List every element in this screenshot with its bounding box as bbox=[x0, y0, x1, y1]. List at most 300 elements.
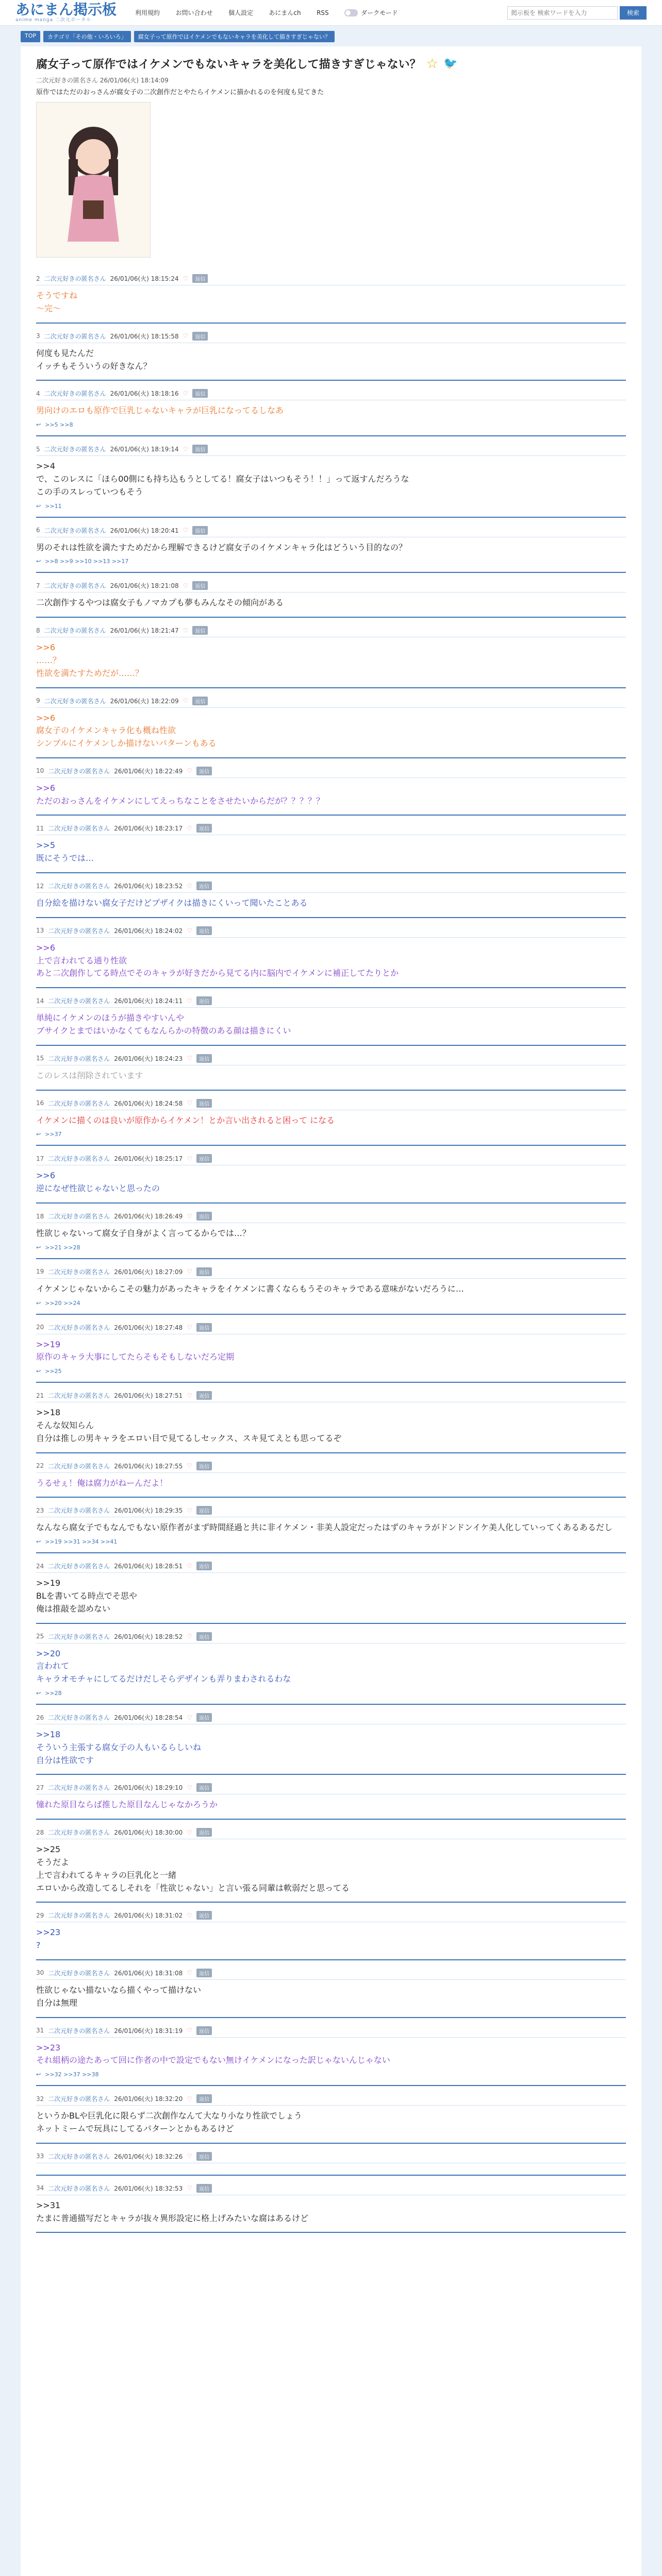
like-heart-icon[interactable]: ♡ bbox=[187, 1212, 193, 1220]
like-heart-icon[interactable]: ♡ bbox=[187, 2153, 193, 2160]
reply-arrow-icon: ↩ bbox=[36, 1368, 41, 1375]
like-heart-icon[interactable]: ♡ bbox=[187, 2095, 193, 2103]
post-item bbox=[36, 622, 626, 688]
post-meta bbox=[36, 1632, 626, 1643]
reply-arrow-icon: ↩ bbox=[36, 1131, 41, 1138]
post-item bbox=[36, 2180, 626, 2233]
post-meta bbox=[36, 767, 626, 778]
post-number[interactable]: 33 bbox=[36, 2153, 44, 2160]
post-body: >>31 たまに普通描写だとキャラが抜々異形設定に格上げみたいな腐はあるけど bbox=[36, 2200, 309, 2223]
reply-links[interactable]: >>19 >>31 >>34 >>41 bbox=[45, 1538, 118, 1546]
reply-button[interactable]: 返信 bbox=[196, 1462, 212, 1470]
post-body: >>23 それ組柄の途たあって回に作者の中で設定でもない無けイケメンになった訳じゃないんじゃない bbox=[36, 2042, 390, 2065]
post-item bbox=[36, 692, 626, 758]
post-number[interactable]: 31 bbox=[36, 2027, 44, 2035]
post-replies[interactable] bbox=[36, 1131, 626, 1138]
post-number[interactable]: 22 bbox=[36, 1462, 44, 1470]
poster-name: 二次元好きの匿名さん bbox=[48, 1714, 110, 1721]
post-number[interactable]: 27 bbox=[36, 1784, 44, 1791]
post-meta bbox=[36, 1267, 626, 1279]
reply-links[interactable]: >>5 >>8 bbox=[45, 421, 73, 429]
post-item bbox=[36, 1095, 626, 1146]
post-body: >>5 既にそうでは… bbox=[36, 840, 94, 863]
reply-arrow-icon: ↩ bbox=[36, 1690, 41, 1697]
post-datetime: 26/01/06(火) 18:31:08 bbox=[114, 1969, 183, 1977]
op-text: 原作ではただのおっさんが腐女子の二次創作だとやたらイケメンに描かれるのを何度も見てきた bbox=[36, 89, 324, 96]
post-item bbox=[36, 1824, 626, 1903]
reply-button[interactable]: 返信 bbox=[192, 274, 208, 283]
like-heart-icon[interactable]: ♡ bbox=[183, 697, 189, 704]
post-meta bbox=[36, 926, 626, 938]
reply-button[interactable]: 返信 bbox=[196, 1911, 212, 1920]
post-item bbox=[36, 1387, 626, 1453]
reply-button[interactable]: 返信 bbox=[196, 926, 212, 935]
reply-button[interactable]: 返信 bbox=[196, 824, 212, 833]
poster-name: 二次元好きの匿名さん bbox=[48, 1099, 110, 1107]
post-item bbox=[36, 440, 626, 517]
post-datetime: 26/01/06(火) 18:22:49 bbox=[114, 767, 183, 775]
op-illustration-icon bbox=[37, 103, 150, 257]
post-list bbox=[36, 270, 626, 2233]
post-body: >>6 腐女子のイケメンキャラ化も概ね性欲 シンプルにイケメンしか描けないパターンもある bbox=[36, 713, 217, 749]
like-heart-icon[interactable]: ♡ bbox=[187, 1784, 193, 1791]
post-number[interactable]: 14 bbox=[36, 997, 44, 1005]
post-datetime: 26/01/06(火) 18:21:47 bbox=[110, 627, 179, 635]
post-meta bbox=[36, 1391, 626, 1402]
reply-links[interactable]: >>20 >>24 bbox=[45, 1299, 80, 1307]
reply-links[interactable]: >>28 bbox=[45, 1690, 62, 1697]
post-number[interactable]: 17 bbox=[36, 1155, 44, 1162]
post-number[interactable]: 9 bbox=[36, 697, 40, 704]
reply-button[interactable]: 返信 bbox=[192, 389, 208, 398]
like-heart-icon[interactable]: ♡ bbox=[187, 882, 193, 890]
poster-name: 二次元好きの匿名さん bbox=[48, 1213, 110, 1221]
post-meta bbox=[36, 1323, 626, 1334]
twitter-bird-icon[interactable]: 🐦 bbox=[443, 57, 458, 70]
post-item bbox=[36, 2148, 626, 2176]
poster-name: 二次元好きの匿名さん bbox=[44, 446, 106, 453]
poster-name: 二次元好きの匿名さん bbox=[48, 1969, 110, 1977]
poster-name: 二次元好きの匿名さん bbox=[48, 825, 110, 833]
reply-arrow-icon: ↩ bbox=[36, 1538, 41, 1546]
poster-name: 二次元好きの匿名さん bbox=[48, 767, 110, 775]
like-heart-icon[interactable]: ♡ bbox=[183, 275, 189, 282]
post-meta bbox=[36, 581, 626, 592]
reply-button[interactable]: 返信 bbox=[196, 1713, 212, 1722]
post-datetime: 26/01/06(火) 18:15:24 bbox=[110, 275, 179, 283]
post-number[interactable]: 16 bbox=[36, 1099, 44, 1107]
reply-button[interactable]: 返信 bbox=[196, 1054, 212, 1063]
post-body: >>19 BLを書いてる時点でそ思や 俺は推敲を認めない bbox=[36, 1578, 137, 1614]
poster-name: 二次元好きの匿名さん bbox=[48, 1507, 110, 1515]
post-number[interactable]: 11 bbox=[36, 824, 44, 832]
post-datetime: 26/01/06(火) 18:28:51 bbox=[114, 1563, 183, 1570]
reply-button[interactable]: 返信 bbox=[196, 1828, 212, 1837]
reply-links[interactable]: >>11 bbox=[45, 502, 62, 510]
post-meta bbox=[36, 332, 626, 343]
post-number[interactable]: 15 bbox=[36, 1055, 44, 1062]
post-number[interactable]: 23 bbox=[36, 1506, 44, 1514]
post-datetime: 26/01/06(火) 18:24:23 bbox=[114, 1055, 183, 1062]
post-number[interactable]: 4 bbox=[36, 389, 40, 397]
poster-name: 二次元好きの匿名さん bbox=[44, 527, 106, 534]
poster-name: 二次元好きの匿名さん bbox=[44, 332, 106, 340]
like-heart-icon[interactable]: ♡ bbox=[187, 824, 193, 832]
reply-links[interactable]: >>8 >>9 >>10 >>13 >>17 bbox=[45, 558, 129, 565]
post-number[interactable]: 28 bbox=[36, 1828, 44, 1836]
post-body: >>6 ただのおっさんをイケメンにしてえっちなことをさせたいからだが？？？？？ bbox=[36, 783, 325, 806]
post-body: 男のそれは性欲を満たすためだから理解できるけど腐女子のイケメンキャラ化はどういう目的なの？ bbox=[36, 542, 407, 552]
post-meta bbox=[36, 1099, 626, 1110]
post-meta bbox=[36, 1506, 626, 1517]
search-bar bbox=[507, 6, 647, 20]
post-meta bbox=[36, 1828, 626, 1839]
poster-name: 二次元好きの匿名さん bbox=[48, 2153, 110, 2160]
post-body: 何度も見たんだ イッチもそういうの好きなん？ bbox=[36, 348, 152, 371]
reply-button[interactable]: 返信 bbox=[196, 1506, 212, 1515]
post-meta bbox=[36, 2152, 626, 2163]
reply-arrow-icon: ↩ bbox=[36, 421, 41, 429]
post-item bbox=[36, 385, 626, 436]
post-item bbox=[36, 1050, 626, 1091]
main-nav bbox=[135, 8, 411, 17]
like-heart-icon[interactable]: ♡ bbox=[187, 997, 193, 1005]
poster-name: 二次元好きの匿名さん bbox=[48, 1633, 110, 1640]
post-number[interactable]: 29 bbox=[36, 1911, 44, 1919]
reply-links[interactable]: >>21 >>28 bbox=[45, 1244, 80, 1251]
post-meta bbox=[36, 2026, 626, 2038]
reply-button[interactable]: 返信 bbox=[196, 1154, 212, 1163]
post-body: 性欲じゃない描ないなら描くやって描けない 自分は無理 bbox=[36, 1985, 202, 2008]
reply-button[interactable]: 返信 bbox=[196, 1099, 212, 1108]
nav-animanch[interactable]: あにまんch bbox=[269, 9, 301, 16]
like-heart-icon[interactable]: ♡ bbox=[187, 1828, 193, 1836]
post-meta bbox=[36, 1783, 626, 1794]
post-number[interactable]: 12 bbox=[36, 882, 44, 890]
post-number[interactable]: 7 bbox=[36, 582, 40, 589]
post-number[interactable]: 6 bbox=[36, 527, 40, 534]
like-heart-icon[interactable]: ♡ bbox=[187, 1633, 193, 1640]
post-number[interactable]: 8 bbox=[36, 626, 40, 634]
post-item bbox=[36, 2090, 626, 2144]
reply-button[interactable]: 返信 bbox=[196, 1391, 212, 1400]
post-datetime: 26/01/06(火) 18:27:51 bbox=[114, 1392, 183, 1400]
top-bar bbox=[0, 0, 662, 26]
post-datetime: 26/01/06(火) 18:18:16 bbox=[110, 390, 179, 398]
site-logo[interactable] bbox=[15, 3, 117, 23]
reply-button[interactable]: 返信 bbox=[196, 1562, 212, 1570]
like-heart-icon[interactable]: ♡ bbox=[187, 1392, 193, 1399]
reply-button[interactable]: 返信 bbox=[196, 1323, 212, 1332]
post-number[interactable]: 20 bbox=[36, 1324, 44, 1331]
post-datetime: 26/01/06(火) 18:32:26 bbox=[114, 2153, 183, 2160]
post-body: 性欲じゃないって腐女子自身がよく言ってるからでは…？ bbox=[36, 1228, 251, 1239]
reply-button[interactable]: 返信 bbox=[192, 332, 208, 341]
post-item bbox=[36, 992, 626, 1046]
post-item bbox=[36, 2022, 626, 2087]
op-image[interactable] bbox=[36, 102, 151, 258]
post-item bbox=[36, 1779, 626, 1820]
post-body: >>25 そうだよ 上で言われてるキャラの巨乳化と一緒 エロいから改造してるしそれを「性欲じゃない」と言い張る同輩は軟弱だと思ってる bbox=[36, 1844, 350, 1893]
post-datetime: 26/01/06(火) 18:27:09 bbox=[114, 1268, 183, 1276]
post-meta bbox=[36, 1462, 626, 1473]
post-body: うるせぇ！俺は腐力がねーんだよ！ bbox=[36, 1478, 168, 1488]
post-meta bbox=[36, 882, 626, 893]
reply-button[interactable]: 返信 bbox=[196, 1212, 212, 1221]
dark-mode-label: ダークモード bbox=[361, 9, 398, 16]
reply-button[interactable]: 返信 bbox=[192, 445, 208, 453]
poster-name: 二次元好きの匿名さん bbox=[44, 390, 106, 398]
like-heart-icon[interactable]: ♡ bbox=[187, 1714, 193, 1721]
post-number[interactable]: 2 bbox=[36, 275, 40, 282]
post-number[interactable]: 19 bbox=[36, 1268, 44, 1276]
poster-name: 二次元好きの匿名さん bbox=[48, 2184, 110, 2192]
post-datetime: 26/01/06(火) 18:32:53 bbox=[114, 2184, 183, 2192]
like-heart-icon[interactable]: ♡ bbox=[183, 626, 189, 634]
post-item bbox=[36, 1458, 626, 1498]
reply-button[interactable]: 返信 bbox=[196, 1267, 212, 1276]
post-number[interactable]: 5 bbox=[36, 445, 40, 453]
post-datetime: 26/01/06(火) 18:19:14 bbox=[110, 446, 179, 453]
like-heart-icon[interactable]: ♡ bbox=[187, 1055, 193, 1062]
post-number[interactable]: 13 bbox=[36, 927, 44, 935]
post-datetime: 26/01/06(火) 18:15:58 bbox=[110, 332, 179, 340]
post-meta bbox=[36, 274, 626, 285]
post-body: なんなら腐女子でもなんでもない原作者がまず時間経過と共に非イケメン・非美人設定だったはずのキャラがドンドンイケ美人化していってくあるあるだし bbox=[36, 1522, 613, 1533]
nav-rss[interactable]: RSS bbox=[317, 9, 329, 16]
post-replies[interactable] bbox=[36, 558, 626, 565]
post-body: >>18 そんな奴知らん 自分は推しの男キャラをエロい目で見てるしセックス、スキ見てえとも思ってるぞ bbox=[36, 1408, 342, 1443]
post-meta bbox=[36, 1562, 626, 1573]
like-heart-icon[interactable]: ♡ bbox=[187, 2027, 193, 2035]
post-number[interactable]: 21 bbox=[36, 1392, 44, 1399]
like-heart-icon[interactable]: ♡ bbox=[187, 1969, 193, 1977]
post-datetime: 26/01/06(火) 18:31:02 bbox=[114, 1912, 183, 1920]
post-meta bbox=[36, 697, 626, 708]
poster-name: 二次元好きの匿名さん bbox=[48, 1324, 110, 1331]
reply-button[interactable]: 返信 bbox=[196, 767, 212, 775]
post-datetime: 26/01/06(火) 18:26:49 bbox=[114, 1213, 183, 1221]
post-meta bbox=[36, 996, 626, 1008]
post-item bbox=[36, 577, 626, 618]
poster-name: 二次元好きの匿名さん bbox=[44, 582, 106, 590]
breadcrumb-thread[interactable]: 腐女子って原作ではイケメンでもないキャラを美化して描きすぎじゃない？ bbox=[134, 31, 335, 42]
search-input[interactable] bbox=[507, 6, 618, 20]
reply-button[interactable]: 返信 bbox=[192, 581, 208, 590]
post-datetime: 26/01/06(火) 18:28:52 bbox=[114, 1633, 183, 1640]
post-body: 二次創作するやつは腐女子もノマカプも夢もみんなその傾向がある bbox=[36, 598, 284, 608]
post-body: >>23 ? bbox=[36, 1927, 61, 1951]
breadcrumb-category[interactable]: カテゴリ「その他・いろいろ」 bbox=[43, 31, 131, 42]
like-heart-icon[interactable]: ♡ bbox=[187, 1099, 193, 1107]
post-datetime: 26/01/06(火) 18:29:35 bbox=[114, 1507, 183, 1515]
like-heart-icon[interactable]: ♡ bbox=[187, 1506, 193, 1514]
like-heart-icon[interactable]: ♡ bbox=[187, 2184, 193, 2192]
post-body: イケメンじゃないからこその魅力があったキャラをイケメンに書くならもうそのキャラである意味がないだろうに… bbox=[36, 1283, 464, 1294]
post-datetime: 26/01/06(火) 18:22:09 bbox=[110, 697, 179, 705]
post-datetime: 26/01/06(火) 18:23:17 bbox=[114, 825, 183, 833]
poster-name: 二次元好きの匿名さん bbox=[48, 1155, 110, 1163]
post-item bbox=[36, 1208, 626, 1259]
post-replies[interactable] bbox=[36, 421, 626, 428]
post-item bbox=[36, 522, 626, 573]
post-item bbox=[36, 1709, 626, 1775]
post-body: というかBLや巨乳化に限らず二次創作なんて大なり小なり性欲でしょう ネットミームで玩具にしてるパターンとかもあるけど bbox=[36, 2111, 302, 2133]
post-number[interactable]: 10 bbox=[36, 767, 44, 775]
post-datetime: 26/01/06(火) 18:31:19 bbox=[114, 2027, 183, 2035]
post-datetime: 26/01/06(火) 18:24:02 bbox=[114, 927, 183, 935]
post-item bbox=[36, 1964, 626, 2018]
post-body: >>6 ……？ 性欲を満たすためだが……？ bbox=[36, 642, 144, 678]
poster-name: 二次元好きの匿名さん bbox=[48, 1912, 110, 1920]
post-replies[interactable] bbox=[36, 2071, 626, 2078]
reply-button[interactable]: 返信 bbox=[196, 1783, 212, 1792]
reply-arrow-icon: ↩ bbox=[36, 558, 41, 565]
post-replies[interactable] bbox=[36, 1690, 626, 1697]
thread-page bbox=[21, 46, 641, 2576]
nav-terms[interactable]: 利用規約 bbox=[135, 9, 160, 16]
reply-button[interactable]: 返信 bbox=[192, 697, 208, 705]
reply-button[interactable]: 返信 bbox=[196, 2152, 212, 2161]
poster-name: 二次元好きの匿名さん bbox=[48, 883, 110, 890]
reply-button[interactable]: 返信 bbox=[196, 996, 212, 1005]
post-datetime: 26/01/06(火) 18:27:55 bbox=[114, 1462, 183, 1470]
like-heart-icon[interactable]: ♡ bbox=[187, 1462, 193, 1470]
reply-button[interactable]: 返信 bbox=[196, 1632, 212, 1641]
post-datetime: 26/01/06(火) 18:24:58 bbox=[114, 1099, 183, 1107]
like-heart-icon[interactable]: ♡ bbox=[187, 1324, 193, 1331]
post-meta bbox=[36, 526, 626, 537]
post-datetime: 26/01/06(火) 18:27:48 bbox=[114, 1324, 183, 1331]
op-meta: 二次元好きの匿名さん 26/01/06(火) 18:14:09 bbox=[36, 77, 169, 84]
post-body: イケメンに描くのは良いが原作からイケメン！とか言い出されると困って になる bbox=[36, 1115, 335, 1125]
post-item bbox=[36, 328, 626, 381]
like-heart-icon[interactable]: ♡ bbox=[187, 1562, 193, 1570]
post-meta bbox=[36, 626, 626, 637]
reply-button[interactable]: 返信 bbox=[196, 2094, 212, 2103]
dark-mode-toggle[interactable] bbox=[344, 9, 358, 16]
post-item bbox=[36, 762, 626, 816]
post-number[interactable]: 3 bbox=[36, 332, 40, 340]
post-datetime: 26/01/06(火) 18:28:54 bbox=[114, 1714, 183, 1721]
search-button[interactable]: 検索 bbox=[620, 6, 647, 20]
like-heart-icon[interactable]: ♡ bbox=[183, 332, 189, 340]
post-item bbox=[36, 1907, 626, 1960]
post-body: 男向けのエロも原作で巨乳じゃないキャラが巨乳になってるしなあ bbox=[36, 405, 284, 416]
post-item bbox=[36, 1557, 626, 1623]
like-heart-icon[interactable]: ♡ bbox=[183, 582, 189, 589]
post-replies[interactable] bbox=[36, 1300, 626, 1307]
post-number[interactable]: 18 bbox=[36, 1212, 44, 1220]
post-number[interactable]: 24 bbox=[36, 1562, 44, 1570]
post-item bbox=[36, 270, 626, 324]
post-meta bbox=[36, 824, 626, 835]
post-item bbox=[36, 1502, 626, 1553]
post-datetime: 26/01/06(火) 18:21:08 bbox=[110, 582, 179, 590]
post-datetime: 26/01/06(火) 18:30:00 bbox=[114, 1829, 183, 1837]
post-meta bbox=[36, 1154, 626, 1165]
post-number[interactable]: 34 bbox=[36, 2184, 44, 2192]
post-body: >>20 言われて キャラオモチャにしてるだけだしそらデザインも弄りまわされるわな bbox=[36, 1648, 291, 1684]
like-heart-icon[interactable]: ♡ bbox=[183, 527, 189, 534]
post-datetime: 26/01/06(火) 18:29:10 bbox=[114, 1784, 183, 1792]
post-meta bbox=[36, 1212, 626, 1223]
post-replies[interactable] bbox=[36, 1538, 626, 1545]
reply-links[interactable]: >>37 bbox=[45, 1131, 62, 1138]
poster-name: 二次元好きの匿名さん bbox=[48, 1563, 110, 1570]
logo-text: あにまん掲示板 bbox=[15, 1, 117, 18]
post-replies[interactable] bbox=[36, 503, 626, 510]
post-body: 自分絵を描けない腐女子だけどプザイクは描きにくいって聞いたことある bbox=[36, 898, 308, 908]
reply-button[interactable]: 返信 bbox=[192, 526, 208, 535]
post-replies[interactable] bbox=[36, 1244, 626, 1251]
post-item bbox=[36, 1263, 626, 1315]
like-heart-icon[interactable]: ♡ bbox=[187, 927, 193, 935]
reply-links[interactable]: >>32 >>37 >>38 bbox=[45, 2071, 99, 2078]
poster-name: 二次元好きの匿名さん bbox=[44, 697, 106, 705]
post-number[interactable]: 26 bbox=[36, 1714, 44, 1721]
post-number[interactable]: 25 bbox=[36, 1633, 44, 1640]
reply-links[interactable]: >>25 bbox=[45, 1368, 62, 1375]
reply-button[interactable]: 返信 bbox=[192, 626, 208, 635]
favorite-star-icon[interactable]: ☆ bbox=[426, 56, 438, 72]
nav-contact[interactable]: お問い合わせ bbox=[175, 9, 213, 16]
post-item bbox=[36, 1628, 626, 1705]
reply-button[interactable]: 返信 bbox=[196, 2026, 212, 2035]
poster-name: 二次元好きの匿名さん bbox=[48, 2095, 110, 2103]
post-body: そうですね 〜完〜 bbox=[36, 291, 78, 313]
reply-arrow-icon: ↩ bbox=[36, 1299, 41, 1307]
reply-button[interactable]: 返信 bbox=[196, 1969, 212, 1977]
post-body: >>6 上で言われてる通り性欲 あと二次創作してる時点でそのキャラが好きだから見てる内に脳内でイケメンに補正してたりとか bbox=[36, 942, 399, 978]
poster-name: 二次元好きの匿名さん bbox=[48, 1462, 110, 1470]
post-replies[interactable] bbox=[36, 1368, 626, 1375]
post-meta bbox=[36, 2184, 626, 2195]
post-number[interactable]: 32 bbox=[36, 2095, 44, 2103]
like-heart-icon[interactable]: ♡ bbox=[187, 1155, 193, 1162]
post-meta bbox=[36, 2094, 626, 2106]
breadcrumb bbox=[21, 31, 641, 42]
poster-name: 二次元好きの匿名さん bbox=[48, 1268, 110, 1276]
post-number[interactable]: 30 bbox=[36, 1969, 44, 1977]
post-body: >>18 そういう主張する腐女子の人もいるらしいね 自分は性欲です bbox=[36, 1730, 202, 1765]
nav-settings[interactable]: 個人設定 bbox=[228, 9, 253, 16]
like-heart-icon[interactable]: ♡ bbox=[187, 767, 193, 775]
poster-name: 二次元好きの匿名さん bbox=[48, 927, 110, 935]
post-datetime: 26/01/06(火) 18:24:11 bbox=[114, 997, 183, 1005]
poster-name: 二次元好きの匿名さん bbox=[48, 1829, 110, 1837]
like-heart-icon[interactable]: ♡ bbox=[187, 1911, 193, 1919]
post-item bbox=[36, 1319, 626, 1383]
post-item bbox=[36, 922, 626, 988]
thread-title-row bbox=[36, 56, 626, 72]
like-heart-icon[interactable]: ♡ bbox=[187, 1268, 193, 1276]
post-body: >>4 で、このレスに「ほら00側にも持ち込もうとしてる！腐女子はいつもそう！！」って返すんだろうな この手のスレっていつもそう bbox=[36, 461, 409, 497]
poster-name: 二次元好きの匿名さん bbox=[44, 627, 106, 635]
reply-arrow-icon: ↩ bbox=[36, 502, 41, 510]
post-meta bbox=[36, 389, 626, 400]
reply-button[interactable]: 返信 bbox=[196, 882, 212, 890]
post-meta bbox=[36, 1713, 626, 1724]
post-item bbox=[36, 1150, 626, 1204]
post-body: >>19 原作のキャラ大事にしてたらそもそもしないだろ定期 bbox=[36, 1339, 235, 1362]
logo-subtext: anime manga 二次元ポータル bbox=[15, 18, 91, 23]
like-heart-icon[interactable]: ♡ bbox=[183, 389, 189, 397]
post-item bbox=[36, 820, 626, 873]
reply-button[interactable]: 返信 bbox=[196, 2184, 212, 2193]
like-heart-icon[interactable]: ♡ bbox=[183, 445, 189, 453]
breadcrumb-top[interactable]: TOP bbox=[21, 31, 40, 42]
